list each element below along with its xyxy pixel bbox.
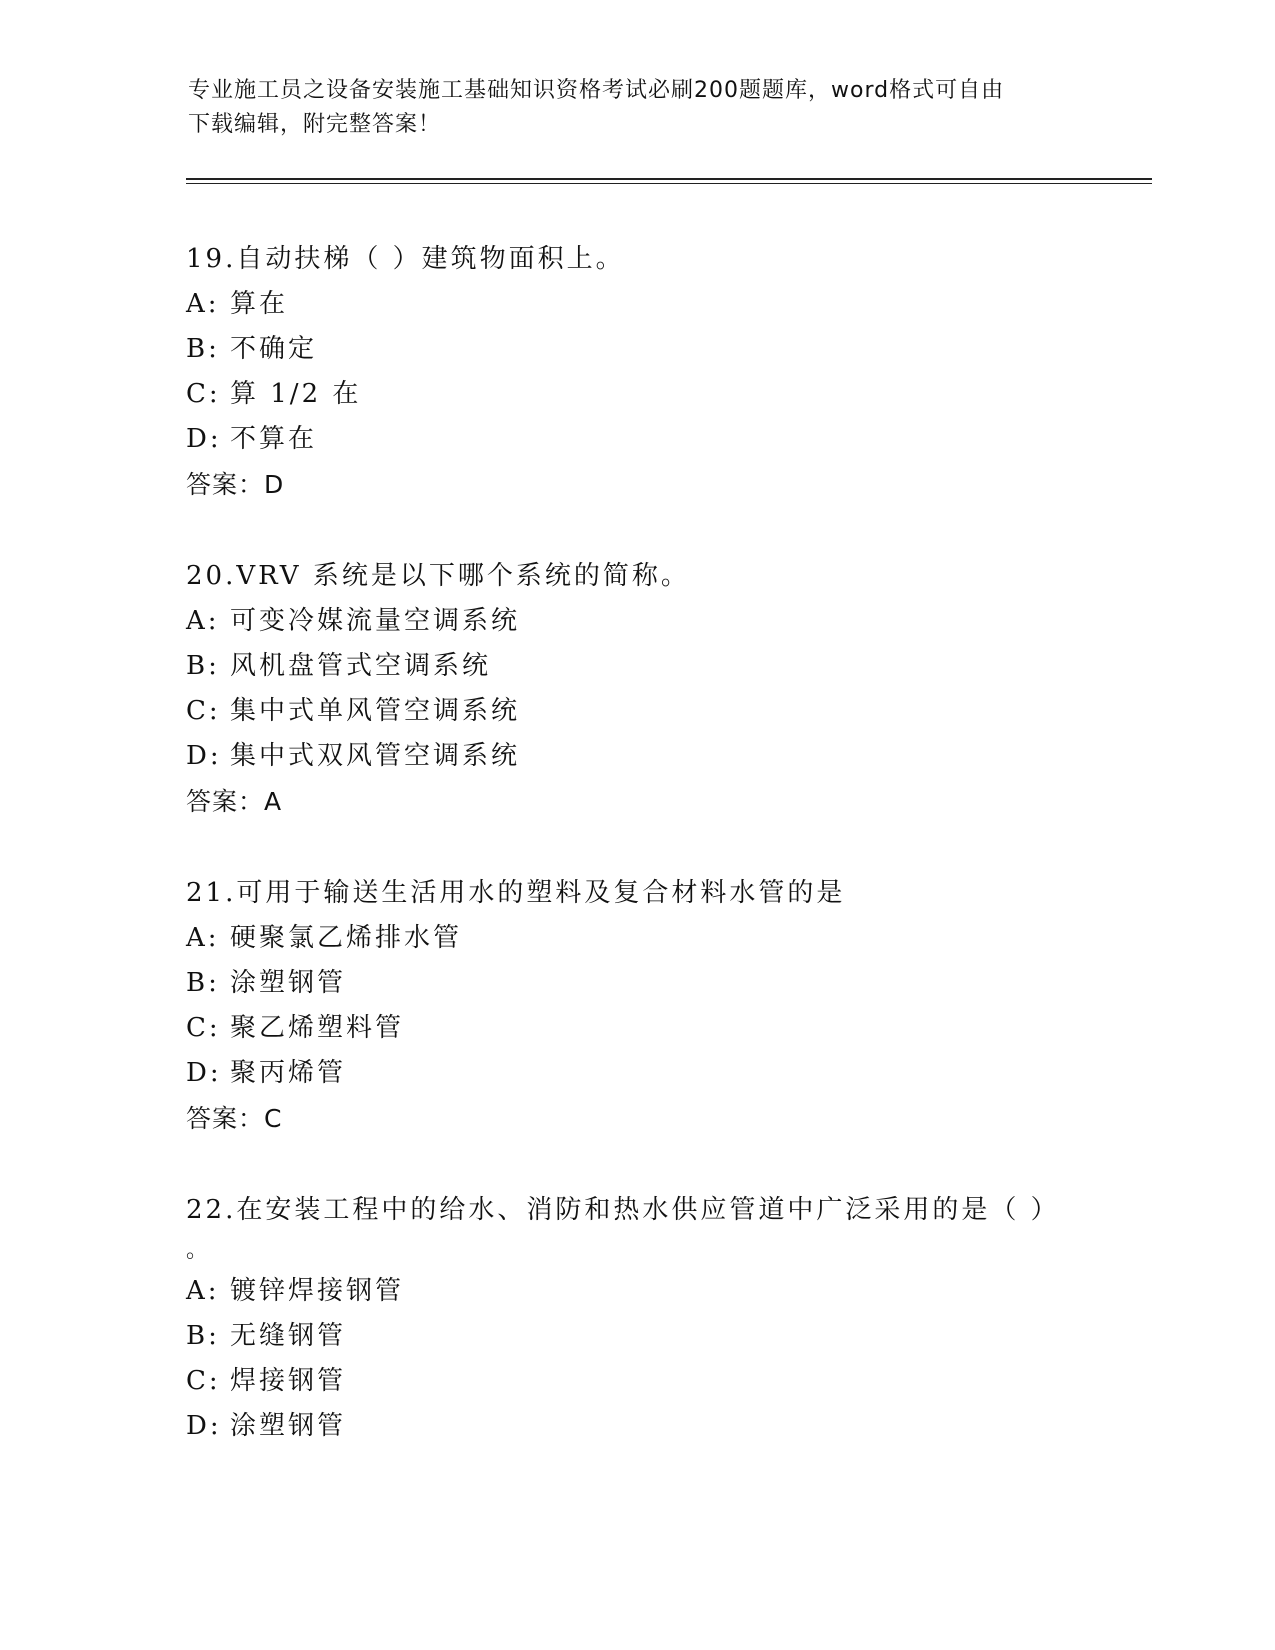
- option-label: C:: [186, 1013, 221, 1043]
- question-19: [186, 236, 1086, 507]
- option-label: C:: [186, 1366, 221, 1396]
- option-text: 聚乙烯塑料管: [230, 1013, 405, 1043]
- option-a: [186, 916, 1086, 961]
- option-label: D:: [186, 424, 222, 454]
- option-b: [186, 961, 1086, 1006]
- option-label: A:: [186, 1276, 220, 1306]
- option-c: [186, 372, 1086, 417]
- option-text: 风机盘管式空调系统: [230, 651, 492, 681]
- option-c: [186, 1359, 1086, 1404]
- option-d: [186, 417, 1086, 462]
- header-divider-thin: [186, 183, 1152, 184]
- option-label: B:: [186, 651, 220, 681]
- option-label: D:: [186, 1411, 222, 1441]
- answer: 答案：D: [186, 470, 285, 499]
- option-label: B:: [186, 968, 220, 998]
- header-divider: [186, 178, 1152, 180]
- option-text: 涂塑钢管: [230, 968, 347, 998]
- option-d: [186, 1051, 1086, 1096]
- option-text: 焊接钢管: [230, 1366, 347, 1396]
- option-text: 无缝钢管: [230, 1321, 347, 1351]
- option-label: C:: [186, 379, 221, 409]
- option-label: B:: [186, 334, 220, 364]
- option-d: [186, 1404, 1086, 1449]
- question-22: [186, 1187, 1086, 1449]
- header-line-2: 下载编辑，附完整答案！: [188, 112, 442, 137]
- question-title: 20.VRV 系统是以下哪个系统的简称。: [186, 561, 690, 591]
- option-b: [186, 327, 1086, 372]
- option-d: [186, 734, 1086, 779]
- option-label: B:: [186, 1321, 220, 1351]
- option-text: 集中式单风管空调系统: [230, 696, 521, 726]
- question-21: [186, 870, 1086, 1141]
- option-a: [186, 282, 1086, 327]
- option-text: 不确定: [230, 334, 318, 364]
- question-title: 22.在安装工程中的给水、消防和热水供应管道中广泛采用的是（ ）: [186, 1195, 1060, 1225]
- option-text: 涂塑钢管: [230, 1411, 347, 1441]
- option-label: D:: [186, 741, 222, 771]
- option-text: 算在: [230, 289, 289, 319]
- option-text: 不算在: [230, 424, 318, 454]
- option-label: C:: [186, 696, 221, 726]
- option-label: A:: [186, 923, 220, 953]
- option-c: [186, 689, 1086, 734]
- option-a: [186, 599, 1086, 644]
- option-label: A:: [186, 289, 220, 319]
- question-title: 21.可用于输送生活用水的塑料及复合材料水管的是: [186, 878, 846, 908]
- option-text: 镀锌焊接钢管: [230, 1276, 405, 1306]
- answer: 答案：A: [186, 787, 283, 816]
- option-text: 硬聚氯乙烯排水管: [230, 923, 463, 953]
- answer: 答案：C: [186, 1104, 283, 1133]
- question-list: [186, 236, 1086, 1495]
- option-text: 集中式双风管空调系统: [230, 741, 521, 771]
- question-20: [186, 553, 1086, 824]
- option-text: 算 1/2 在: [230, 379, 362, 409]
- option-label: D:: [186, 1058, 222, 1088]
- option-text: 聚丙烯管: [230, 1058, 347, 1088]
- option-c: [186, 1006, 1086, 1051]
- option-a: [186, 1269, 1086, 1314]
- header-line-1: 专业施工员之设备安装施工基础知识资格考试必刷200题题库，word格式可自由: [188, 78, 1005, 103]
- question-title-continuation: 。: [186, 1238, 212, 1263]
- document-header: [188, 74, 1068, 142]
- option-b: [186, 644, 1086, 689]
- option-text: 可变冷媒流量空调系统: [230, 606, 521, 636]
- question-title: 19.自动扶梯（ ）建筑物面积上。: [186, 244, 625, 274]
- option-b: [186, 1314, 1086, 1359]
- option-label: A:: [186, 606, 220, 636]
